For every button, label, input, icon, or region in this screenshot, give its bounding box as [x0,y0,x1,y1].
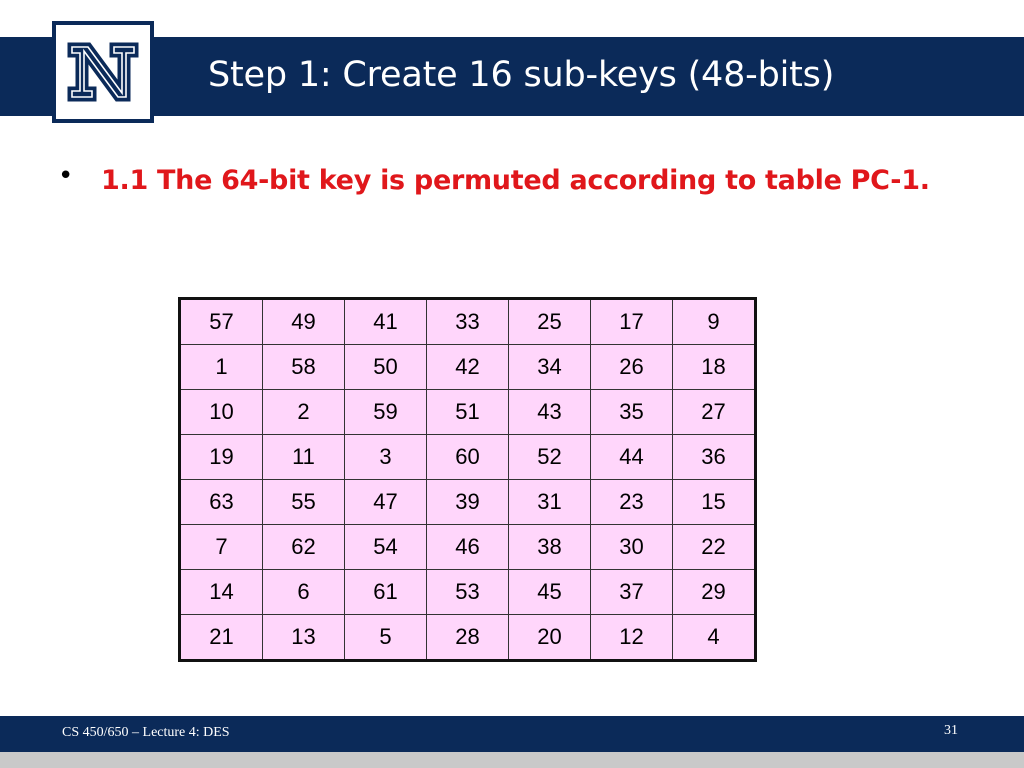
table-cell: 23 [591,480,673,525]
slide-title: Step 1: Create 16 sub-keys (48-bits) [208,55,835,95]
table-cell: 1 [180,345,263,390]
table-cell: 25 [509,299,591,345]
table-cell: 12 [591,615,673,661]
table-cell: 43 [509,390,591,435]
table-cell: 11 [263,435,345,480]
table-cell: 35 [591,390,673,435]
table-cell: 15 [673,480,756,525]
table-row [180,525,756,570]
table-cell: 39 [427,480,509,525]
table-cell: 20 [509,615,591,661]
table-cell: 58 [263,345,345,390]
table-cell: 30 [591,525,673,570]
table-cell: 3 [345,435,427,480]
table-cell: 22 [673,525,756,570]
table-cell: 31 [509,480,591,525]
table-cell: 4 [673,615,756,661]
table-cell: 27 [673,390,756,435]
table-row [180,480,756,525]
table-cell: 2 [263,390,345,435]
table-cell: 62 [263,525,345,570]
table-cell: 44 [591,435,673,480]
table-row [180,299,756,345]
bullet-text: 1.1 The 64-bit key is permuted according to table PC-1. [101,165,930,196]
table-row [180,435,756,480]
table-cell: 26 [591,345,673,390]
table-cell: 37 [591,570,673,615]
table-cell: 63 [180,480,263,525]
footer-strip [0,752,1024,768]
table-row [180,615,756,661]
page-number: 31 [944,723,958,738]
table-cell: 53 [427,570,509,615]
table-cell: 33 [427,299,509,345]
table-cell: 6 [263,570,345,615]
table-cell: 45 [509,570,591,615]
table-cell: 21 [180,615,263,661]
table-cell: 47 [345,480,427,525]
table-cell: 18 [673,345,756,390]
table-cell: 57 [180,299,263,345]
table-cell: 9 [673,299,756,345]
table-cell: 61 [345,570,427,615]
table-row [180,390,756,435]
table-cell: 28 [427,615,509,661]
table-cell: 10 [180,390,263,435]
table-cell: 49 [263,299,345,345]
table-cell: 46 [427,525,509,570]
table-cell: 41 [345,299,427,345]
table-row [180,345,756,390]
table-cell: 5 [345,615,427,661]
table-cell: 59 [345,390,427,435]
table-row [180,570,756,615]
table-cell: 13 [263,615,345,661]
table-cell: 34 [509,345,591,390]
table-cell: 14 [180,570,263,615]
pc1-permutation-table [178,297,757,662]
table-cell: 60 [427,435,509,480]
table-cell: 50 [345,345,427,390]
table-cell: 51 [427,390,509,435]
table-cell: 7 [180,525,263,570]
bullet-marker: • [58,161,74,191]
table-cell: 19 [180,435,263,480]
table-cell: 29 [673,570,756,615]
table-cell: 38 [509,525,591,570]
table-cell: 54 [345,525,427,570]
table-cell: 36 [673,435,756,480]
table-cell: 42 [427,345,509,390]
table-cell: 17 [591,299,673,345]
table-cell: 55 [263,480,345,525]
footer-course-label: CS 450/650 – Lecture 4: DES [62,725,230,740]
university-n-logo-icon [52,21,154,123]
table-cell: 52 [509,435,591,480]
